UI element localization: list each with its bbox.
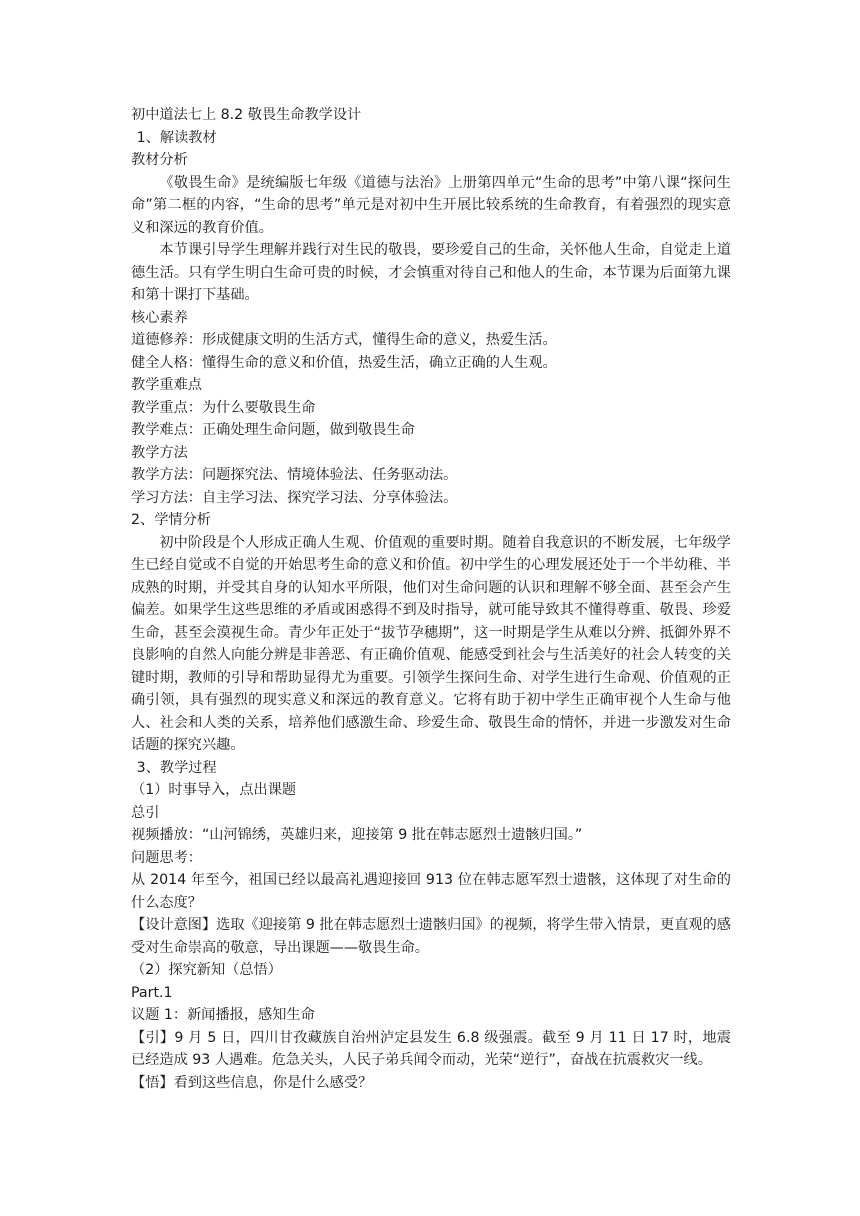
subheading-teaching-methods: 教学方法 (131, 444, 188, 461)
text-question-thinking: 问题思考： (131, 849, 202, 866)
subheading-key-points: 教学重难点 (131, 377, 202, 393)
text-teaching-methods: 教学方法：问题探究法、情境体验法、任务驱动法。 (131, 467, 458, 483)
paragraph-question: 从 2014 年至今，祖国已经以最高礼遇迎接回 913 位在韩志愿军烈士遗骸，这体现了对生命的什么态度？ (131, 872, 731, 911)
text-step-2: （2）探究新知（总悟） (131, 962, 282, 978)
section-heading-2: 2、学情分析 (131, 512, 211, 528)
text-reflection-question: 【悟】看到这些信息，你是什么感受？ (131, 1074, 373, 1091)
text-part-1: Part.1 (131, 984, 173, 1001)
document-title: 初中道法七上 8.2 敬畏生命教学设计 (131, 107, 362, 123)
text-video-play: 视频播放：“山河锦绣，英雄归来，迎接第 9 批在韩志愿烈士遗骸归国。” (131, 827, 583, 843)
text-learning-methods: 学习方法：自主学习法、探究学习法、分享体验法。 (131, 489, 458, 506)
text-moral-cultivation: 道德修养：形成健康文明的生活方式，懂得生命的意义，热爱生活。 (131, 332, 557, 348)
paragraph-textbook-analysis-1: 《敬畏生命》是统编版七年级《道德与法治》上册第四单元“生命的思考”中第八课“探问生命”第二框的内容，“生命的思考”单元是对初中生开展比较系统的生命教育，有着强烈的现实意义和深远的教育价值。 (131, 174, 731, 236)
text-key-point: 教学重点：为什么要敬畏生命 (131, 399, 316, 416)
subheading-textbook-analysis: 教材分析 (131, 152, 188, 168)
text-general-intro: 总引 (131, 804, 160, 821)
text-topic-1: 议题 1：新闻播报，感知生命 (131, 1007, 315, 1023)
paragraph-design-intent: 【设计意图】选取《迎接第 9 批在韩志愿烈士遗骸归国》的视频，将学生带入情景，更直观的感受对生命崇高的敬意，导出课题——敬畏生命。 (131, 917, 731, 956)
text-sound-personality: 健全人格：懂得生命的意义和价值，热爱生活，确立正确的人生观。 (131, 354, 557, 371)
document-page (131, 104, 731, 1094)
section-heading-1: 1、解读教材 (136, 129, 217, 146)
section-heading-3: 3、教学过程 (136, 759, 217, 776)
text-step-1: （1）时事导入，点出课题 (131, 782, 297, 798)
paragraph-student-analysis: 初中阶段是个人形成正确人生观、价值观的重要时期。随着自我意识的不断发展，七年级学生已经自觉或不自觉的开始思考生命的意义和价值。初中学生的心理发展还处于一个半幼稚、半成熟的时期，并受其自身的认知水平所限，他们对生命问题的认识和理解不够全面、甚至会产生偏差。如果学生这些思维的矛盾或困惑得不到及时指导，就可能导致其不懂得尊重、敬畏、珍爱生命，甚至会漠视生命。青少年正处于“拔节孕穗期”，这一时期是学生从难以分辨、抵御外界不良影响的自然人向能分辨是非善恶、有正确价值观、能感受到社会与生活美好的社会人转变的关键时期，教师的引导和帮助显得尤为重要。引领学生探问生命、对学生进行生命观、价值观的正确引领，具有强烈的现实意义和深远的教育意义。它将有助于初中学生正确审视个人生命与他人、社会和人类的关系，培养他们感激生命、珍爱生命、敬畏生命的情怀，并进一步激发对生命话题的探究兴趣。 (131, 534, 731, 753)
subheading-core-literacy: 核心素养 (131, 309, 188, 326)
paragraph-textbook-analysis-2: 本节课引导学生理解并践行对生民的敬畏，要珍爱自己的生命，关怀他人生命，自觉走上道德生活。只有学生明白生命可贵的时候，才会慎重对待自己和他人的生命，本节课为后面第九课和第十课打下基础。 (131, 242, 731, 303)
paragraph-earthquake-news: 【引】9 月 5 日，四川甘孜藏族自治州泸定县发生 6.8 级强震。截至 9 月 11 日 17 时，地震已经造成 93 人遇难。危急关头，人民子弟兵闻令而动，光荣“逆行”，奋战在抗震救灾一线。 (131, 1029, 731, 1068)
text-difficult-point: 教学难点：正确处理生命问题，做到敬畏生命 (131, 422, 415, 438)
